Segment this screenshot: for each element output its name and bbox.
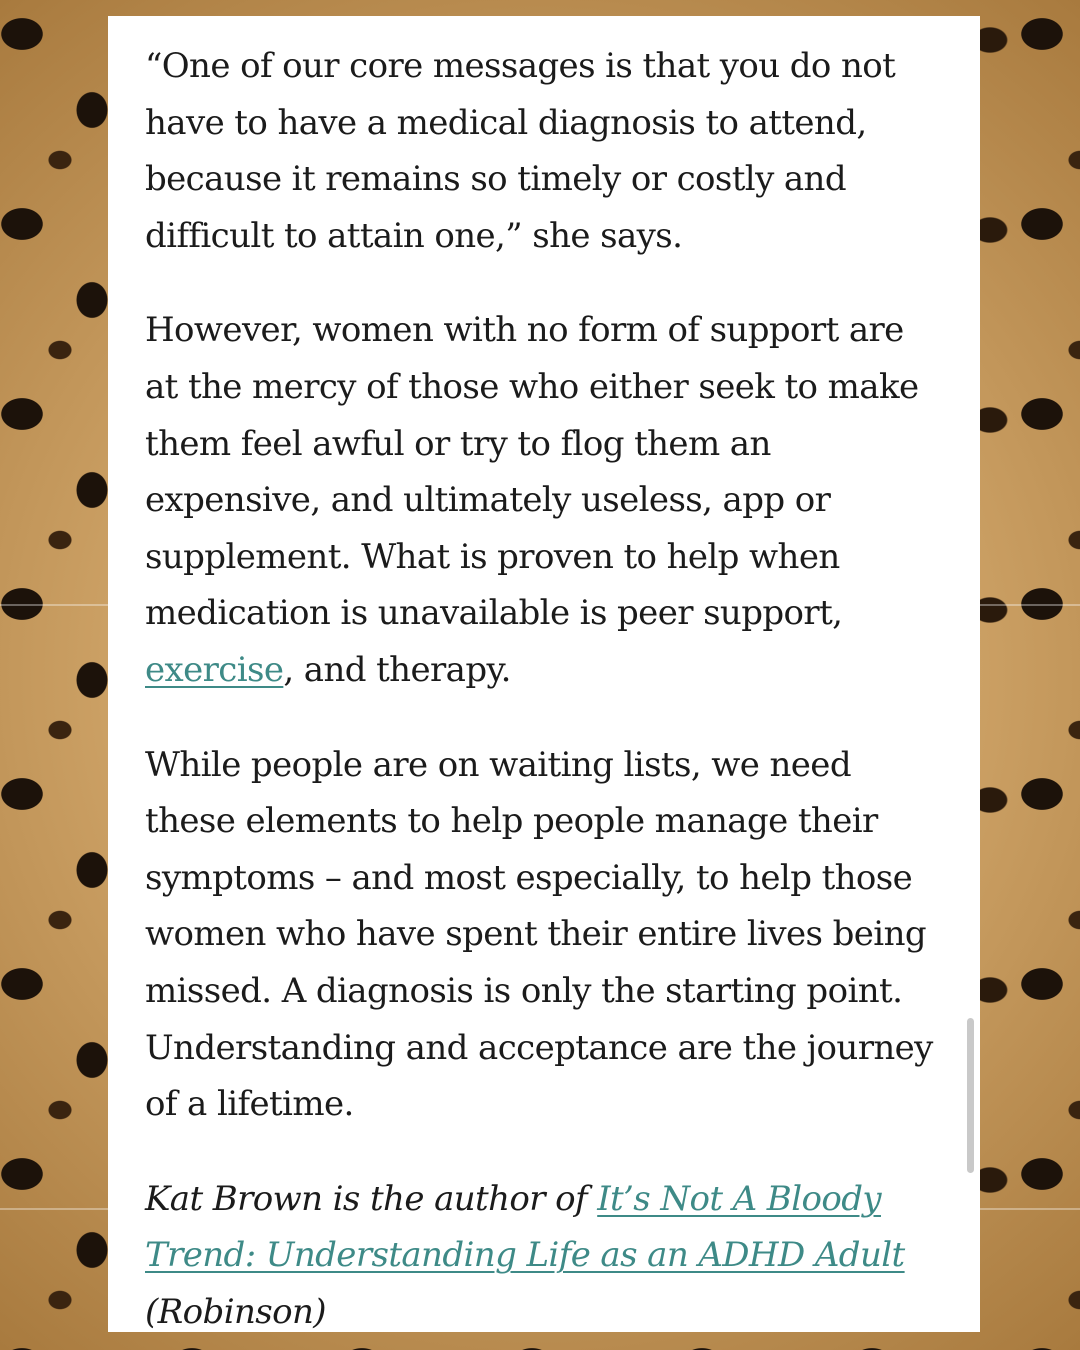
byline-prefix: Kat Brown is the author of [145, 1178, 598, 1219]
exercise-link[interactable]: exercise [145, 649, 284, 690]
paragraph-support-text: However, women with no form of support are at the mercy of those who either seek to make them feel awful or try to flog them an expensive, and ultimately useless, app or supplement. What is proven to help when medication is unavailable is peer support, [145, 310, 919, 634]
scrollbar-thumb[interactable] [967, 1018, 974, 1173]
paragraph-support [145, 302, 945, 698]
article-card [108, 16, 980, 1332]
article-body [145, 38, 945, 1332]
byline-suffix: (Robinson) [145, 1291, 326, 1332]
author-byline [145, 1171, 945, 1332]
paragraph-waiting-lists: While people are on waiting lists, we need these elements to help people manage their symptoms – and most especially, to help those women who have spent their entire lives being missed. A diagnosis is only the starting point. Understanding and acceptance are the journey of a lifetime. [145, 744, 933, 1125]
book-title-link[interactable]: It’s Not A Bloody Trend: Understanding Life as an ADHD Adult [145, 1178, 905, 1276]
paragraph-quote: “One of our core messages is that you do not have to have a medical diagnosis to attend, because it remains so timely or costly and difficult to attain one,” she says. [145, 46, 896, 256]
paragraph-support-tail: , and therapy. [283, 649, 511, 690]
